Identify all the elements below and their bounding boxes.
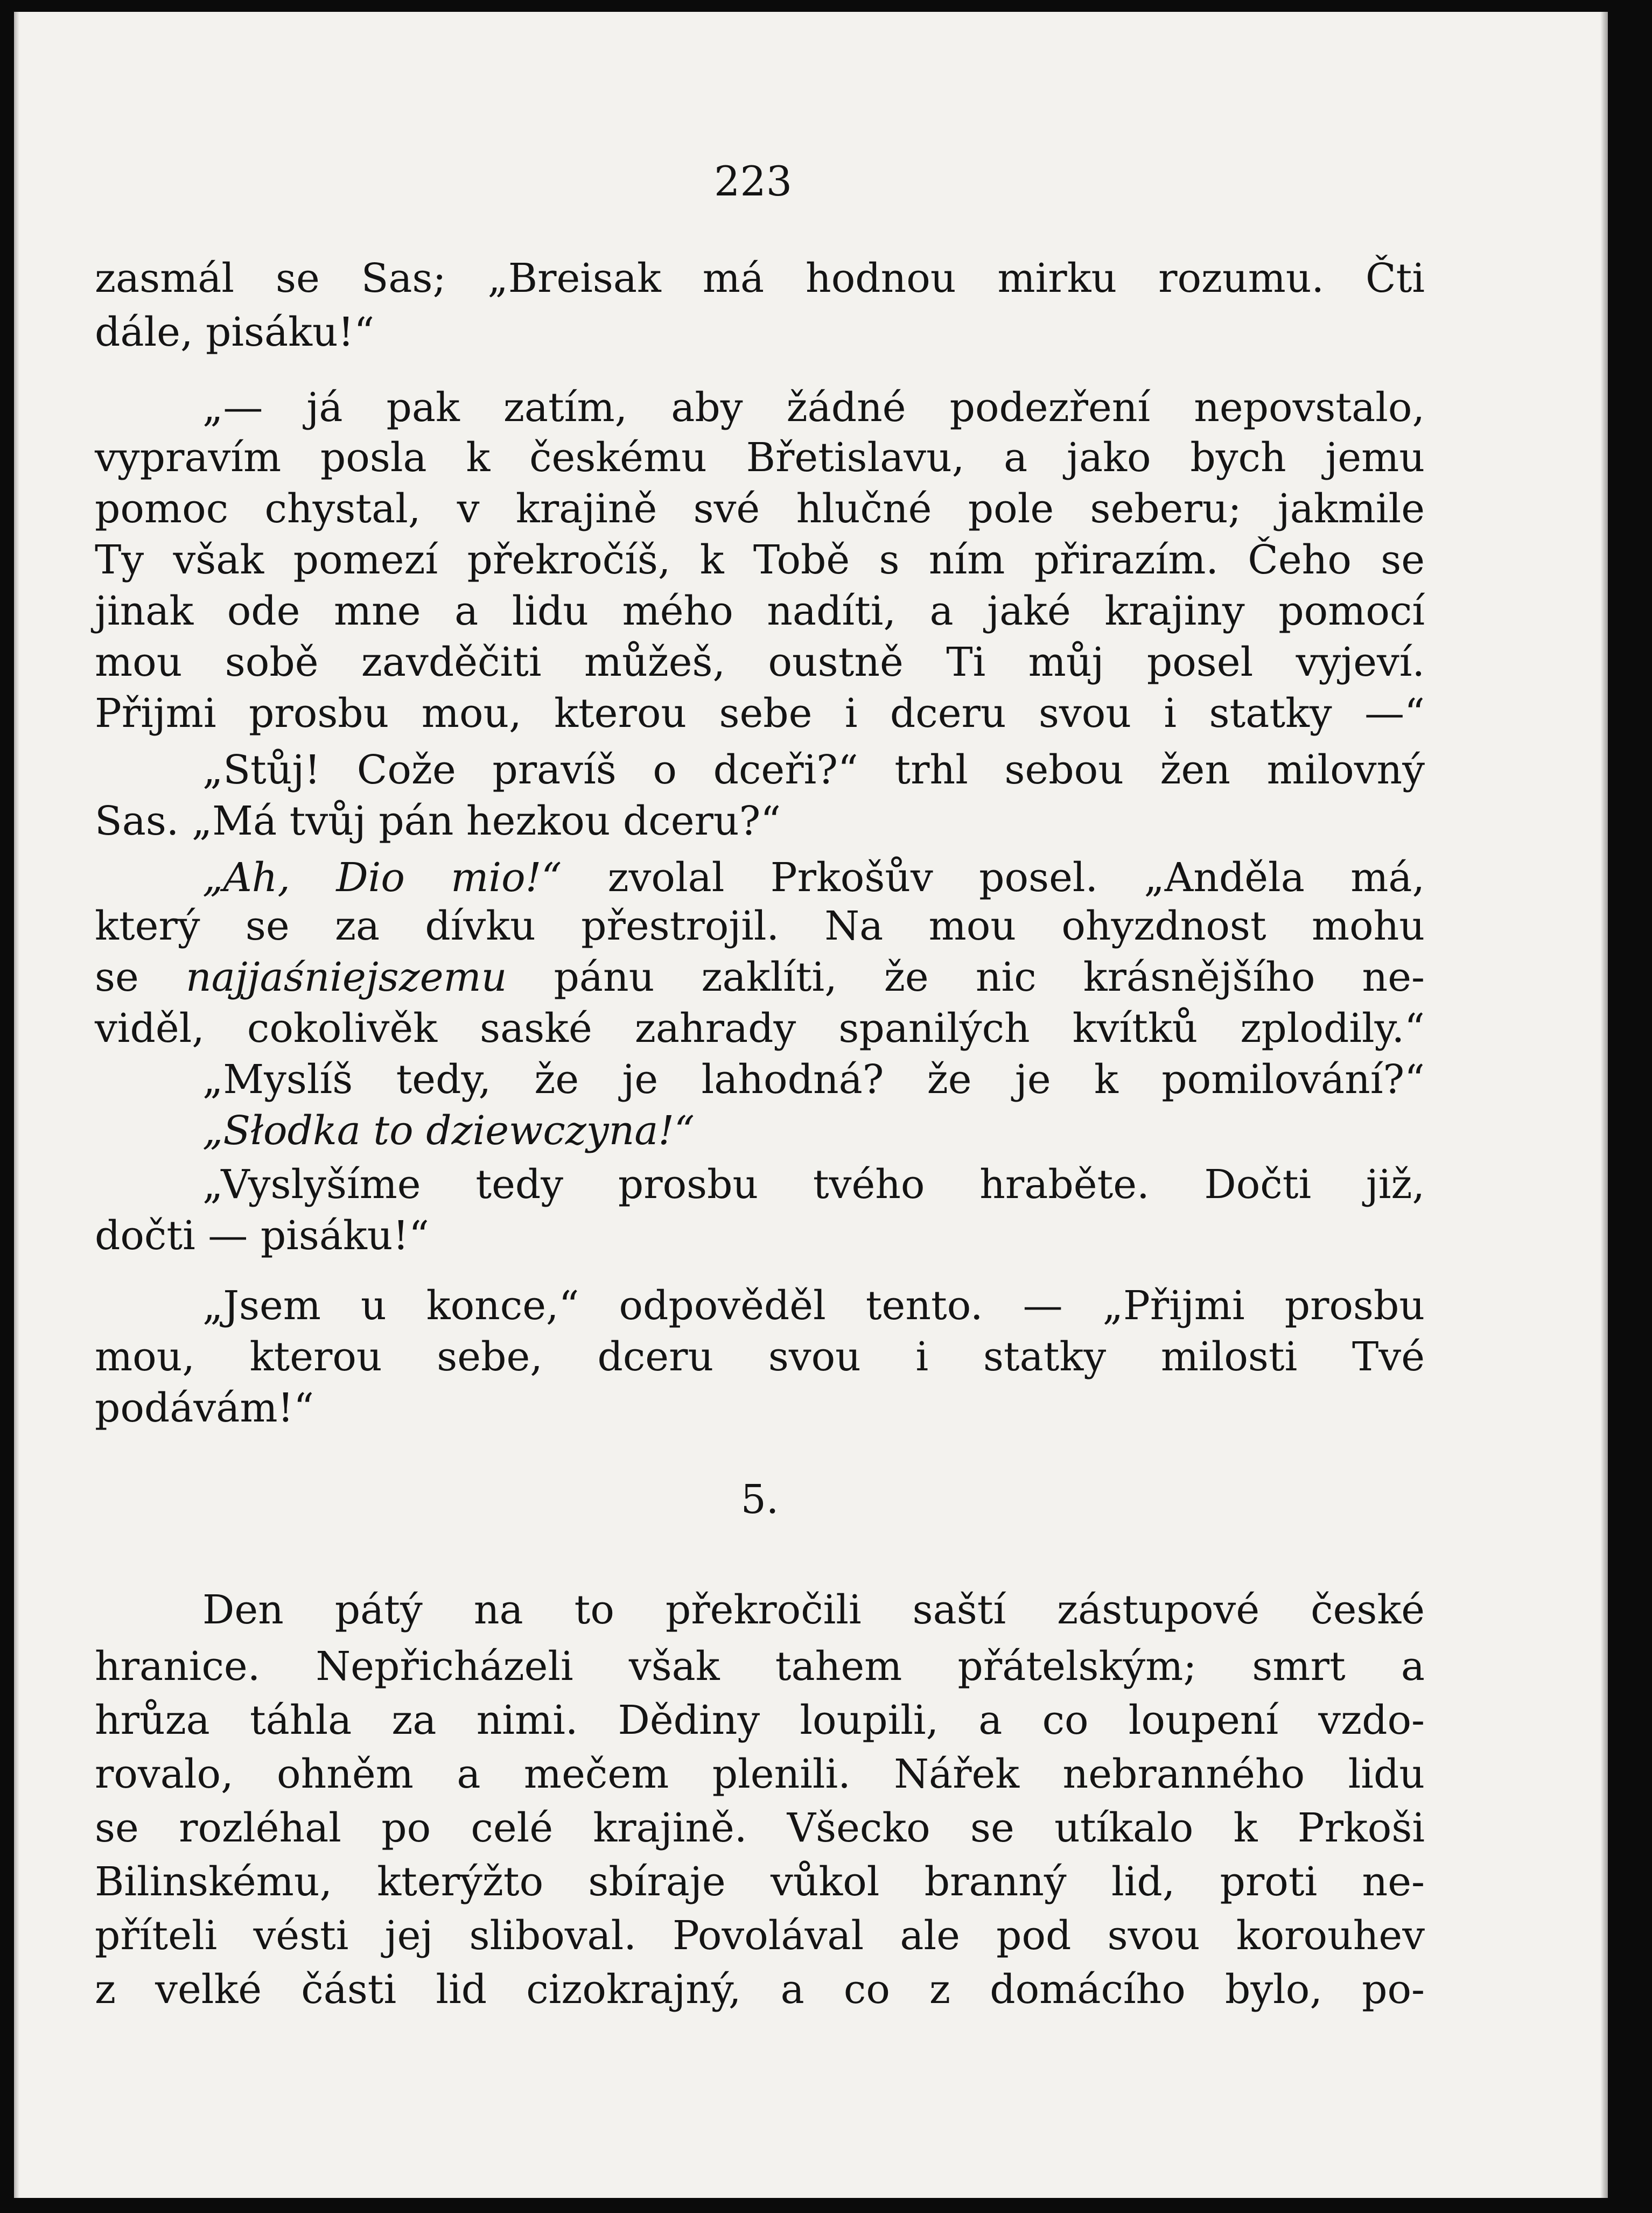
text-line: mou, kterou sebe, dceru svou i statky milosti Tvé [95,1334,1425,1380]
text-line: jinak ode mne a lidu mého nadíti, a jaké krajiny pomocí [95,588,1425,634]
text-line: hranice. Nepřicházeli však tahem přátelským; smrt a [95,1643,1425,1690]
text-line: rovalo, ohněm a mečem plenili. Nářek nebranného lidu [95,1751,1425,1797]
page-shadow-right [1600,12,1608,2198]
text-line: dále, pisáku!“ [95,309,375,355]
text-line: Bilinskému, kterýžto sbíraje vůkol branný lid, proti ne- [95,1859,1425,1905]
italic-phrase: „Ah, Dio mio!“ [202,855,562,901]
text-line [202,1108,1425,1154]
text-line [95,954,1425,1000]
section-heading: 5. [740,1476,779,1523]
text-line: příteli vésti jej sliboval. Povolával ale pod svou korouhev [95,1913,1425,1959]
text-line [202,855,1425,901]
text-line: hrůza táhla za nimi. Dědiny loupili, a co loupení vzdo- [95,1697,1425,1743]
text-line: Den pátý na to překročili saští zástupové české [202,1587,1425,1633]
text-line: vypravím posla k českému Břetislavu, a jako bych jemu [95,435,1425,481]
text-line: „— já pak zatím, aby žádné podezření nepovstalo, [202,384,1425,431]
text-line: „Vyslyšíme tedy prosbu tvého hraběte. Dočti již, [202,1161,1425,1208]
italic-phrase: „Słodka to dziewczyna!“ [202,1108,695,1154]
text-line: z velké části lid cizokrajný, a co z domácího bylo, po- [95,1966,1425,2013]
text-line: viděl, cokolivěk saské zahrady spanilých kvítků zplodily.“ [95,1005,1425,1052]
text-line: Přijmi prosbu mou, kterou sebe i dceru svou i statky —“ [95,690,1425,737]
text-line: „Stůj! Cože pravíš o dceři?“ trhl sebou žen milovný [202,747,1425,793]
text-line: mou sobě zavděčiti můžeš, oustně Ti můj posel vyjeví. [95,639,1425,685]
page-shadow-left [14,12,19,2198]
text-line: „Myslíš tedy, že je lahodná? že je k pomilování?“ [202,1056,1425,1103]
text-line: dočti — pisáku!“ [95,1213,430,1259]
text-line: pomoc chystal, v krajině své hlučné pole seberu; jakmile [95,486,1425,532]
text-line: Ty však pomezí překročíš, k Tobě s ním přirazím. Čeho se [95,537,1425,583]
text-line: „Jsem u konce,“ odpověděl tento. — „Přijmi prosbu [202,1283,1425,1329]
text-segment: se [95,954,186,1000]
page-number: 223 [714,157,793,205]
book-page [14,12,1608,2198]
text-segment: pánu zaklíti, že nic krásnějšího ne- [507,954,1425,1000]
text-line: zasmál se Sas; „Breisak má hodnou mirku rozumu. Čti [95,255,1425,302]
text-line: podávám!“ [95,1385,314,1431]
italic-phrase: najjaśniejszemu [185,954,507,1000]
text-line: který se za dívku přestrojil. Na mou ohyzdnost mohu [95,903,1425,949]
text-segment: zvolal Prkošův posel. „Anděla má, [562,855,1425,901]
text-line: Sas. „Má tvůj pán hezkou dceru?“ [95,798,781,844]
text-line: se rozléhal po celé krajině. Všecko se utíkalo k Prkoši [95,1805,1425,1851]
